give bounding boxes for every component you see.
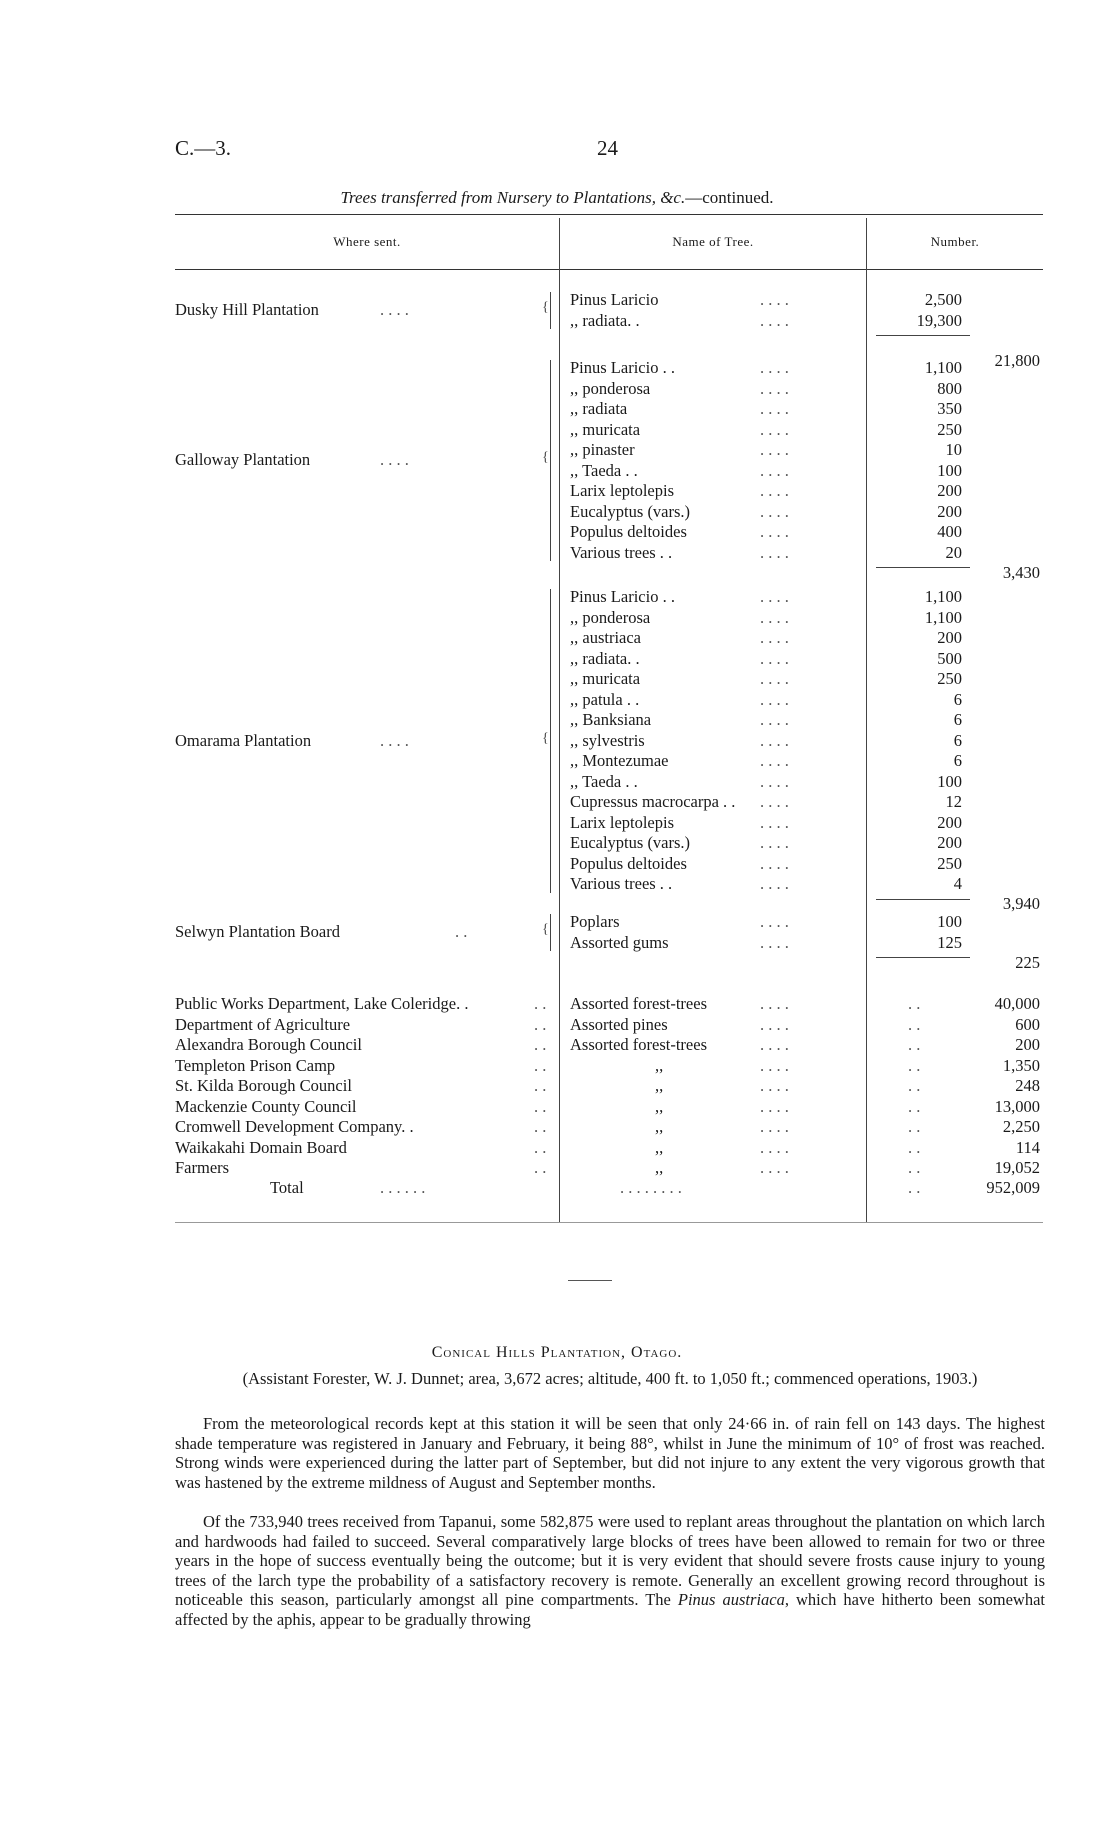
tree-name: Eucalyptus (vars.) bbox=[570, 833, 691, 852]
recipient-name: Public Works Department, Lake Coleridge. . bbox=[175, 994, 469, 1013]
paragraph-2 bbox=[175, 1512, 1045, 1629]
group-brace-tip: { bbox=[542, 300, 549, 316]
tree-name: ,, pinaster bbox=[570, 440, 635, 459]
tree-leader: . . . . bbox=[760, 853, 789, 873]
tree-leader: . . . . bbox=[760, 501, 789, 521]
tree-name: ,, Taeda . . bbox=[570, 771, 638, 791]
destination-leader: . . . . bbox=[380, 730, 409, 750]
tree-name: ,, muricata bbox=[570, 669, 641, 688]
tree-name: ,, ponderosa bbox=[570, 607, 651, 627]
recipient-total: 19,052 bbox=[994, 1158, 1040, 1177]
tree-leader: . . . . bbox=[760, 607, 789, 627]
tree-leader: . . . . bbox=[760, 689, 789, 709]
table-column-divider-1 bbox=[559, 218, 560, 1222]
tree-count: 800 bbox=[937, 378, 962, 398]
recipient-total: 1,350 bbox=[1002, 1055, 1040, 1075]
recipient-name-leader: . . . . bbox=[760, 994, 789, 1013]
tree-leader: . . . . bbox=[760, 481, 789, 500]
tree-count: 250 bbox=[937, 419, 962, 439]
recipient-leader: . . bbox=[534, 1035, 547, 1054]
tree-leader: . . . . bbox=[760, 669, 789, 688]
tree-count: 100 bbox=[937, 460, 962, 480]
tree-count: 1,100 bbox=[924, 358, 962, 377]
recipient-tree-name: ,, bbox=[655, 1158, 664, 1177]
tree-name: Various trees . . bbox=[570, 874, 673, 893]
tree-count: 1,100 bbox=[924, 607, 962, 627]
tree-name: ,, radiata. . bbox=[570, 310, 640, 330]
grand-total-count-leader: . . bbox=[908, 1178, 921, 1197]
table-header-rule bbox=[175, 269, 1043, 270]
recipient-name-leader: . . . . bbox=[760, 1096, 789, 1116]
tree-count: 10 bbox=[945, 440, 962, 459]
recipient-name: Cromwell Development Company. . bbox=[175, 1117, 414, 1136]
tree-name: Populus deltoides bbox=[570, 853, 687, 873]
tree-name: ,, Banksiana bbox=[570, 710, 652, 729]
recipient-leader: . . bbox=[534, 1137, 547, 1157]
tree-count: 350 bbox=[937, 399, 962, 418]
tree-leader: . . . . bbox=[760, 730, 789, 750]
tree-count: 19,300 bbox=[916, 310, 962, 330]
tree-count: 12 bbox=[945, 792, 962, 811]
tree-leader: . . . . bbox=[760, 522, 789, 541]
recipient-name: Alexandra Borough Council bbox=[175, 1035, 362, 1054]
recipient-name: Mackenzie County Council bbox=[175, 1096, 357, 1116]
table-caption bbox=[0, 188, 1114, 208]
recipient-name: Farmers bbox=[175, 1158, 230, 1177]
tree-count: 100 bbox=[937, 771, 962, 791]
recipient-name-leader: . . . . bbox=[760, 1158, 789, 1177]
tree-count: 250 bbox=[937, 853, 962, 873]
recipient-name-leader: . . . . bbox=[760, 1055, 789, 1075]
tree-count: 200 bbox=[937, 501, 962, 521]
group-brace-tip: { bbox=[542, 730, 549, 746]
recipient-tree-name: ,, bbox=[655, 1096, 664, 1116]
tree-name: ,, ponderosa bbox=[570, 378, 651, 398]
destination-name: Omarama Plantation bbox=[175, 730, 312, 750]
tree-leader: . . . . bbox=[760, 628, 789, 647]
tree-leader: . . . . bbox=[760, 812, 789, 832]
recipient-name: St. Kilda Borough Council bbox=[175, 1076, 352, 1095]
tree-leader: . . . . bbox=[760, 771, 789, 791]
tree-name: ,, radiata bbox=[570, 399, 628, 418]
tree-count: 2,500 bbox=[924, 290, 962, 309]
tree-name: ,, radiata. . bbox=[570, 648, 640, 668]
tree-name: Assorted gums bbox=[570, 932, 669, 952]
column-header-name: Name of Tree. bbox=[672, 234, 754, 249]
recipient-total: 114 bbox=[1015, 1137, 1040, 1157]
recipient-tree-name: Assorted forest-trees bbox=[570, 994, 707, 1013]
tree-name: Populus deltoides bbox=[570, 522, 687, 541]
destination-leader: . . bbox=[455, 922, 468, 942]
section-subtitle: (Assistant Forester, W. J. Dunnet; area, 3,672 acres; altitude, 400 ft. to 1,050 ft.; commenced operations, 1903.) bbox=[242, 1369, 978, 1388]
recipient-count-leader: . . bbox=[908, 1014, 921, 1034]
recipient-count-leader: . . bbox=[908, 994, 921, 1013]
recipient-count-leader: . . bbox=[908, 1158, 921, 1177]
tree-count: 6 bbox=[953, 710, 962, 729]
tree-count: 200 bbox=[937, 481, 962, 500]
recipient-tree-name: ,, bbox=[655, 1117, 664, 1136]
table-bottom-rule bbox=[175, 1222, 1043, 1223]
tree-name: ,, sylvestris bbox=[570, 730, 645, 750]
document-reference: C.—3. bbox=[175, 136, 232, 160]
tree-leader: . . . . bbox=[760, 440, 789, 459]
tree-leader: . . . . bbox=[760, 419, 789, 439]
destination-leader: . . . . bbox=[380, 450, 409, 470]
tree-count: 200 bbox=[937, 812, 962, 832]
group-brace bbox=[550, 589, 557, 893]
tree-leader: . . . . bbox=[760, 542, 789, 562]
tree-count: 200 bbox=[937, 833, 962, 852]
paragraph-2-text-a: Of the 733,940 trees received from Tapanui, some 582,875 were used to replant areas throughout the plantation on which larch and hardwoods had failed to succeed. Several comparatively large blocks of trees have been allowed to remain for two or three years in the hope of success eventually being the outcome; but it is very evident that should severe frosts cause injury to young trees of the larch type the probability of a satisfactory recovery is remote. Generally an excellent growing record throughout is noticeable this season, particularly amongst all pine compartments. The bbox=[175, 1512, 1045, 1609]
recipient-name-leader: . . . . bbox=[760, 1117, 789, 1136]
tree-count: 1,100 bbox=[924, 587, 962, 606]
group-total: 21,800 bbox=[994, 351, 1040, 371]
tree-leader: . . . . bbox=[760, 310, 789, 330]
tree-leader: . . . . bbox=[760, 751, 789, 770]
recipient-total: 600 bbox=[1015, 1014, 1040, 1034]
tree-leader: . . . . bbox=[760, 587, 789, 606]
paragraph-2-italic: Pinus austriaca bbox=[677, 1590, 785, 1609]
tree-leader: . . . . bbox=[760, 912, 789, 931]
paragraph-2-text-b: , which have hitherto been somewhat affected by the aphis, appear to be gradually throwing bbox=[175, 1590, 1046, 1629]
grand-total-label: Total bbox=[270, 1178, 304, 1197]
group-total: 3,430 bbox=[1002, 562, 1040, 582]
tree-name: Eucalyptus (vars.) bbox=[570, 501, 691, 521]
tree-name: Poplars bbox=[570, 912, 620, 931]
group-brace bbox=[550, 360, 557, 561]
tree-count: 100 bbox=[937, 912, 962, 931]
tree-count: 500 bbox=[937, 648, 962, 668]
recipient-total: 13,000 bbox=[994, 1096, 1040, 1116]
recipient-name: Waikakahi Domain Board bbox=[175, 1137, 347, 1157]
recipient-total: 40,000 bbox=[994, 994, 1040, 1013]
table-column-divider-2 bbox=[866, 218, 867, 1222]
recipient-tree-name: ,, bbox=[655, 1055, 664, 1075]
group-total: 225 bbox=[1015, 952, 1040, 972]
recipient-leader: . . bbox=[534, 994, 547, 1013]
tree-leader: . . . . bbox=[760, 874, 789, 893]
tree-leader: . . . . bbox=[760, 358, 789, 377]
recipient-tree-name: ,, bbox=[655, 1076, 664, 1095]
recipient-count-leader: . . bbox=[908, 1035, 921, 1054]
tree-leader: . . . . bbox=[760, 399, 789, 418]
column-header-where: Where sent. bbox=[333, 234, 401, 249]
tree-name: Various trees . . bbox=[570, 542, 673, 562]
tree-count: 6 bbox=[953, 730, 962, 750]
recipient-total: 200 bbox=[1015, 1035, 1040, 1054]
destination-name: Galloway Plantation bbox=[175, 450, 311, 470]
tree-count: 6 bbox=[953, 751, 962, 770]
table-top-rule bbox=[175, 214, 1043, 215]
tree-count: 6 bbox=[953, 689, 962, 709]
tree-name: ,, Montezumae bbox=[570, 751, 669, 770]
section-title: Conical Hills Plantation, Otago. bbox=[431, 1344, 683, 1361]
recipient-tree-name: ,, bbox=[655, 1137, 664, 1157]
recipient-count-leader: . . bbox=[908, 1055, 921, 1075]
recipient-leader: . . bbox=[534, 1117, 547, 1136]
tree-leader: . . . . bbox=[760, 290, 789, 309]
group-brace-tip: { bbox=[542, 450, 549, 466]
tree-count: 200 bbox=[937, 628, 962, 647]
tree-leader: . . . . bbox=[760, 460, 789, 480]
tree-count: 4 bbox=[953, 874, 962, 893]
destination-name: Dusky Hill Plantation bbox=[175, 300, 319, 320]
column-header-number: Number. bbox=[930, 234, 980, 249]
recipient-tree-name: Assorted forest-trees bbox=[570, 1035, 707, 1054]
recipient-count-leader: . . bbox=[908, 1076, 921, 1095]
group-brace-tip: { bbox=[542, 922, 549, 938]
group-brace bbox=[550, 292, 557, 329]
tree-name: ,, Taeda . . bbox=[570, 460, 638, 480]
recipient-leader: . . bbox=[534, 1014, 547, 1034]
page-number: 24 bbox=[597, 136, 618, 160]
grand-total-name-leader: . . . . . . . . bbox=[620, 1178, 682, 1197]
tree-leader: . . . . bbox=[760, 792, 789, 811]
recipient-name-leader: . . . . bbox=[760, 1076, 789, 1095]
recipient-total: 248 bbox=[1015, 1076, 1040, 1095]
tree-leader: . . . . bbox=[760, 378, 789, 398]
tree-leader: . . . . bbox=[760, 648, 789, 668]
recipient-total: 2,250 bbox=[1002, 1117, 1040, 1136]
recipient-tree-name: Assorted pines bbox=[570, 1014, 668, 1034]
tree-count: 250 bbox=[937, 669, 962, 688]
table-caption-suffix: —continued. bbox=[685, 188, 774, 207]
tree-name: Larix leptolepis bbox=[570, 481, 675, 500]
grand-total-value: 952,009 bbox=[986, 1178, 1040, 1197]
tree-count: 125 bbox=[937, 932, 962, 952]
destination-leader: . . . . bbox=[380, 300, 409, 320]
group-total: 3,940 bbox=[1002, 894, 1040, 914]
table-caption-title: Trees transferred from Nursery to Plantations, &c. bbox=[340, 188, 686, 207]
tree-name: ,, austriaca bbox=[570, 628, 642, 647]
recipient-leader: . . bbox=[534, 1055, 547, 1075]
subtotal-rule bbox=[876, 335, 970, 336]
paragraph-1: From the meteorological records kept at this station it will be seen that only 24·66 in. of rain fell on 143 days. The highest shade temperature was registered in January and February, it being 88°, whilst in June the minimum of 10° of frost was reached. Strong winds were experienced during the latter part of September, but did not injure to any extent the very vigorous growth that was hastened by the extreme mildness of August and September months. bbox=[175, 1414, 1045, 1492]
recipient-name: Department of Agriculture bbox=[175, 1014, 351, 1034]
destination-name: Selwyn Plantation Board bbox=[175, 922, 340, 942]
tree-name: Pinus Laricio . . bbox=[570, 587, 675, 606]
tree-leader: . . . . bbox=[760, 833, 789, 852]
tree-name: Cupressus macrocarpa . . bbox=[570, 792, 736, 811]
tree-name: ,, muricata bbox=[570, 419, 641, 439]
recipient-name-leader: . . . . bbox=[760, 1035, 789, 1054]
tree-count: 20 bbox=[945, 542, 962, 562]
tree-name: ,, patula . . bbox=[570, 689, 640, 709]
recipient-name: Templeton Prison Camp bbox=[175, 1055, 336, 1075]
tree-name: Pinus Laricio . . bbox=[570, 358, 675, 377]
tree-leader: . . . . bbox=[760, 710, 789, 729]
recipient-name-leader: . . . . bbox=[760, 1014, 789, 1034]
tree-name: Larix leptolepis bbox=[570, 812, 675, 832]
tree-name: Pinus Laricio bbox=[570, 290, 659, 309]
group-brace bbox=[550, 914, 557, 951]
recipient-name-leader: . . . . bbox=[760, 1137, 789, 1157]
recipient-leader: . . bbox=[534, 1096, 547, 1116]
grand-total-leader: . . . . . . bbox=[380, 1178, 426, 1197]
section-separator bbox=[568, 1280, 612, 1281]
recipient-count-leader: . . bbox=[908, 1096, 921, 1116]
recipient-leader: . . bbox=[534, 1076, 547, 1095]
tree-leader: . . . . bbox=[760, 932, 789, 952]
recipient-leader: . . bbox=[534, 1158, 547, 1177]
recipient-count-leader: . . bbox=[908, 1117, 921, 1136]
tree-count: 400 bbox=[937, 522, 962, 541]
recipient-count-leader: . . bbox=[908, 1137, 921, 1157]
